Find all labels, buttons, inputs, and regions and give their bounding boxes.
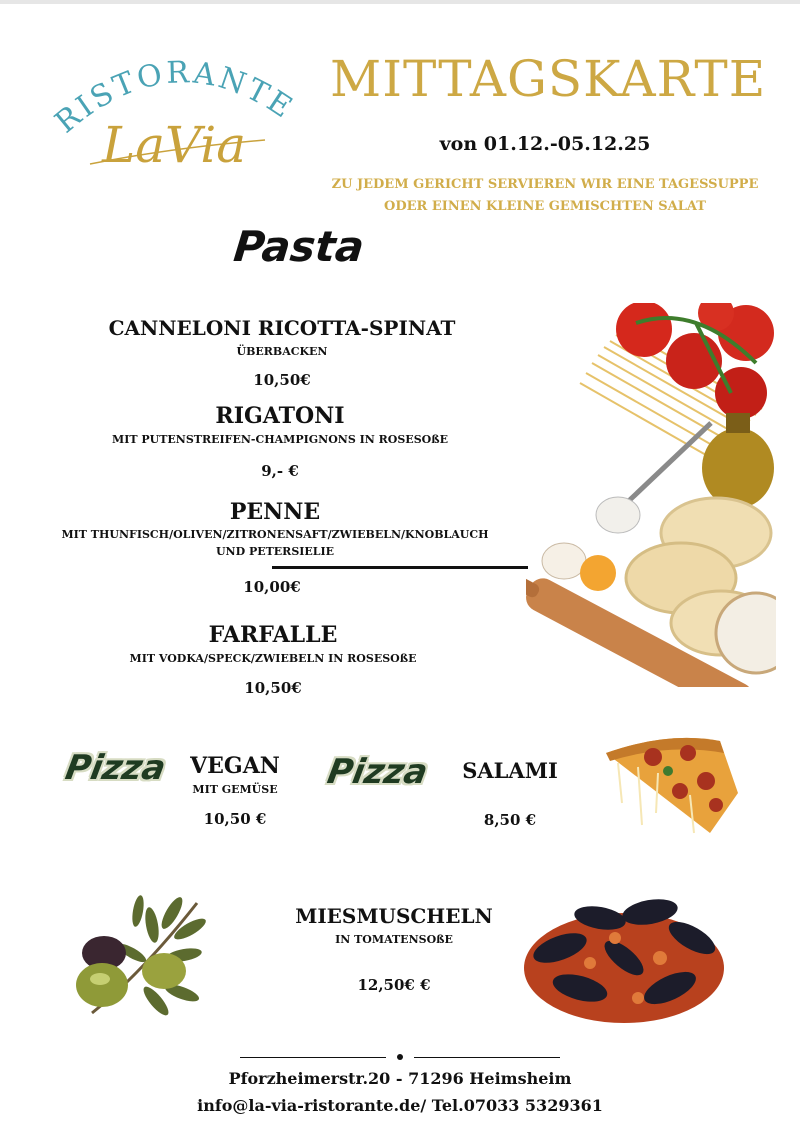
pizza-logo-vegan: Pizza xyxy=(62,748,169,788)
menu-title: MITTAGSKARTE xyxy=(330,50,767,108)
top-border xyxy=(0,0,800,4)
dish-desc: ÜBERBACKEN xyxy=(236,345,328,358)
olive-branch-image xyxy=(72,893,212,1028)
svg-text:RISTORANTE: RISTORANTE xyxy=(50,55,301,141)
divider-line xyxy=(272,566,528,569)
pizza-name: VEGAN xyxy=(190,753,280,779)
pasta-ingredients-image xyxy=(526,303,776,687)
pizza-price: 8,50 € xyxy=(483,811,537,829)
dish-penne xyxy=(30,499,520,560)
dish-desc: MIT VODKA/SPECK/ZWIEBELN IN ROSESOßE xyxy=(129,652,417,665)
dish-price: 10,50€ xyxy=(253,371,311,389)
pizza-logo-salami: Pizza xyxy=(324,752,431,792)
menu-dates: von 01.12.-05.12.25 xyxy=(439,133,651,155)
dish-name: CANNELONI RICOTTA-SPINAT xyxy=(108,316,456,340)
pizza-name: SALAMI xyxy=(462,758,558,783)
pizza-slice-image xyxy=(598,733,743,838)
dish-price: 12,50€ € xyxy=(357,976,431,994)
pasta-heading: Pasta xyxy=(231,222,367,271)
pizza-price: 10,50 € xyxy=(203,810,267,828)
pizza-vegan xyxy=(170,753,300,828)
dish-penne-price-wrap xyxy=(172,578,372,596)
footer-ornament xyxy=(397,1054,403,1060)
dish-desc: MIT PUTENSTREIFEN-CHAMPIGNONS IN ROSESOßE xyxy=(112,433,448,446)
dish-price: 9,- € xyxy=(261,462,299,480)
note-line-1: ZU JEDEM GERICHT SERVIEREN WIR EINE TAGESSUPPE xyxy=(331,177,759,192)
note-line-2: ODER EINEN KLEINE GEMISCHTEN SALAT xyxy=(384,199,706,214)
footer-rule-right xyxy=(414,1057,560,1058)
dish-name: PENNE xyxy=(229,499,321,525)
dish-price: 10,50€ xyxy=(244,679,302,697)
restaurant-logo xyxy=(50,40,310,180)
svg-text:LaVia: LaVia xyxy=(102,116,247,174)
footer-rule-left xyxy=(240,1057,386,1058)
footer-address: Pforzheimerstr.20 - 71296 Heimsheim xyxy=(228,1069,572,1088)
side-dish-note xyxy=(300,174,790,218)
mussels-image xyxy=(520,888,728,1028)
pizza-salami xyxy=(440,758,580,829)
dish-miesmuscheln xyxy=(284,904,504,994)
dish-name: MIESMUSCHELN xyxy=(295,904,493,928)
dish-rigatoni xyxy=(70,403,490,480)
dish-desc: MIT THUNFISCH/OLIVEN/ZITRONENSAFT/ZWIEBELN/KNOBLAUCH xyxy=(61,528,489,541)
dish-desc-2: UND PETERSIELIE xyxy=(215,545,335,558)
dish-name: RIGATONI xyxy=(215,403,345,429)
pizza-desc: MIT GEMÜSE xyxy=(192,783,278,796)
dish-farfalle xyxy=(80,622,466,697)
dish-desc: IN TOMATENSOßE xyxy=(335,933,453,946)
footer-contact: info@la-via-ristorante.de/ Tel.07033 5329361 xyxy=(197,1096,603,1115)
dish-canneloni xyxy=(100,316,464,389)
dish-name: FARFALLE xyxy=(208,622,338,648)
dish-price: 10,00€ xyxy=(243,578,301,596)
